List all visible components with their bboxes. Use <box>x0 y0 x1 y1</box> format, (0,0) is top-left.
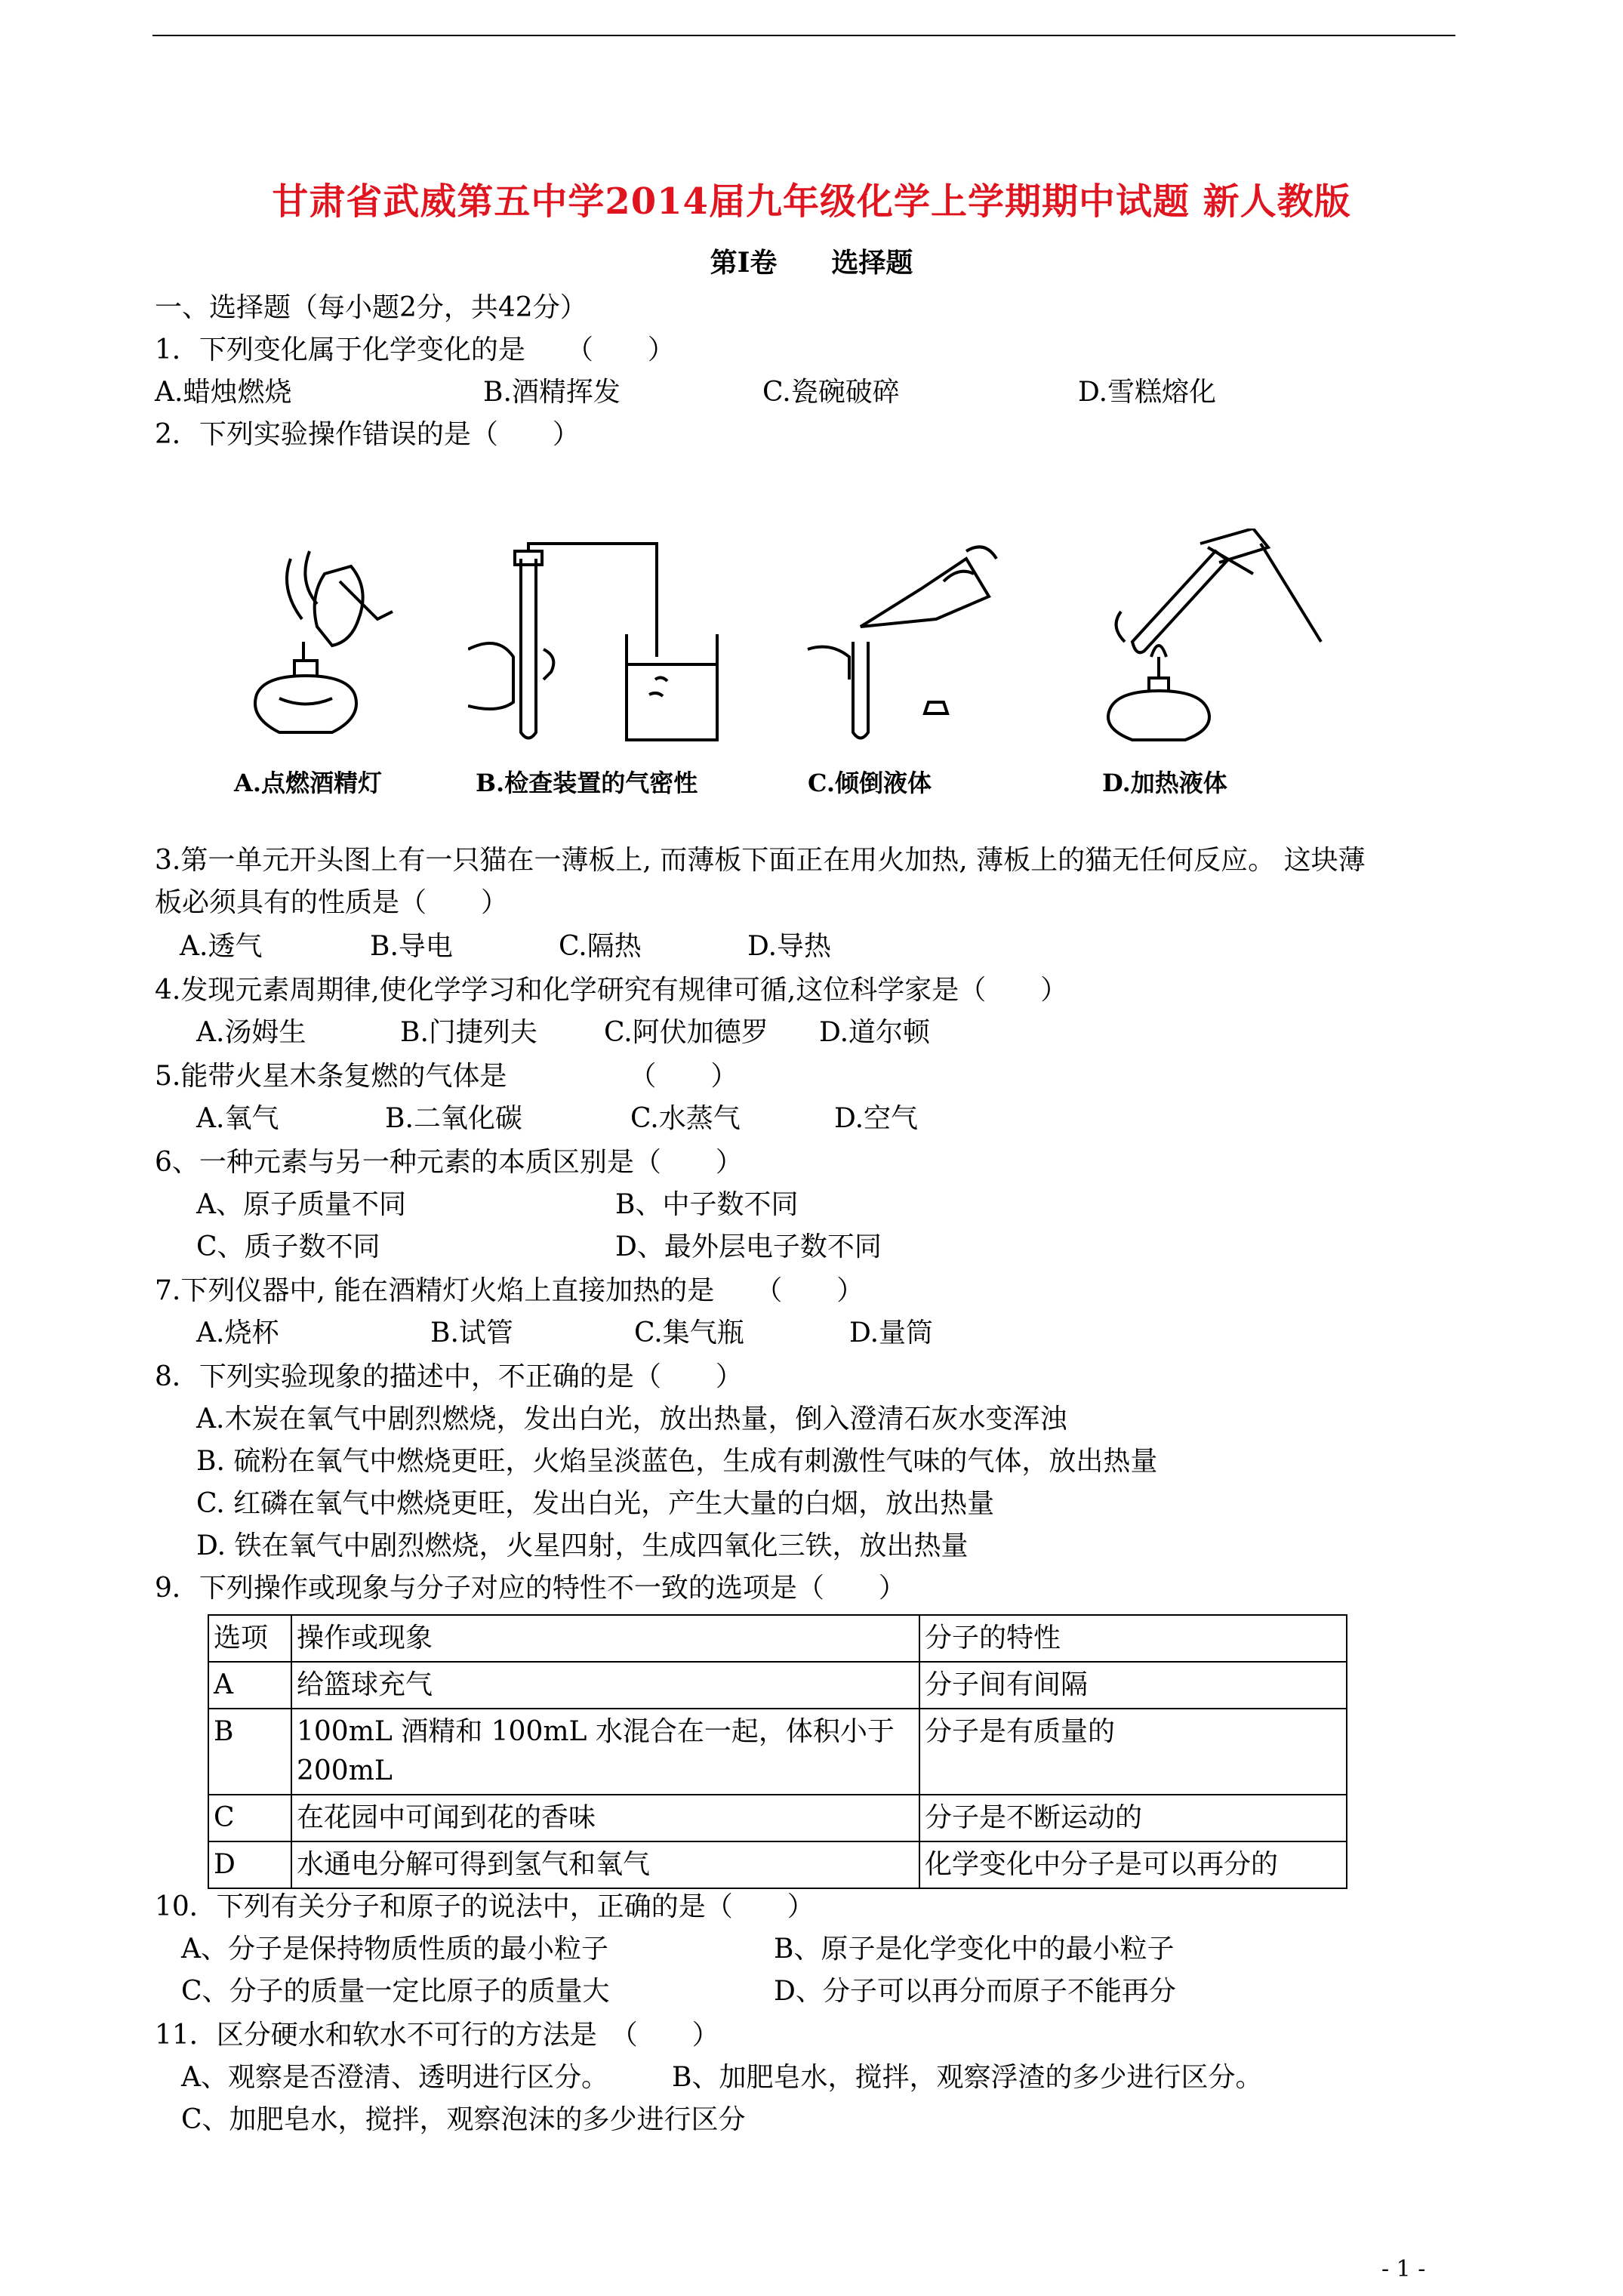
q5-option-c: C.水蒸气 <box>630 1103 741 1134</box>
table-cell: 在花园中可闻到花的香味 <box>291 1795 919 1841</box>
figure-a-caption: A.点燃酒精灯 <box>234 769 382 797</box>
pouring-liquid-illustration <box>793 529 1019 755</box>
q11-option-a: A、观察是否澄清、透明进行区分。 <box>181 2062 608 2093</box>
table-header-row <box>208 1615 1347 1662</box>
q5-option-a: A.氧气 <box>196 1103 279 1134</box>
table-cell: A <box>208 1662 291 1709</box>
page-number: - 1 - <box>1381 2256 1426 2282</box>
figure-d-caption: D.加热液体 <box>1102 769 1227 797</box>
q3-option-d: D.导热 <box>747 931 832 962</box>
q3-option-b: B.导电 <box>370 931 453 962</box>
section-heading: 一、选择题（每小题2分，共42分） <box>155 292 587 323</box>
q4-stem: 4.发现元素周期律,使化学学习和化学研究有规律可循,这位科学家是（ ） <box>155 975 1068 1006</box>
q4-option-a: A.汤姆生 <box>196 1017 306 1048</box>
q7-option-b: B.试管 <box>430 1318 513 1348</box>
q7-option-d: D.量筒 <box>849 1318 934 1348</box>
q8-option-a: A.木炭在氧气中剧烈燃烧，发出白光，放出热量，倒入澄清石灰水变浑浊 <box>196 1404 1067 1435</box>
table-cell: B <box>208 1709 291 1795</box>
q3-option-a: A.透气 <box>180 931 263 962</box>
q4-option-d: D.道尔顿 <box>819 1017 931 1048</box>
q8-option-d: D. 铁在氧气中剧烈燃烧，火星四射，生成四氧化三铁，放出热量 <box>196 1530 969 1561</box>
q1-option-a: A.蜡烛燃烧 <box>155 377 292 408</box>
table-cell: C <box>208 1795 291 1841</box>
table-header-cell: 选项 <box>208 1615 291 1662</box>
exam-title: 甘肃省武威第五中学2014届九年级化学上学期期中试题 新人教版 <box>272 180 1351 223</box>
q10-stem: 10．下列有关分子和原子的说法中，正确的是（ ） <box>155 1891 815 1922</box>
table-row <box>208 1709 1347 1795</box>
q4-option-c: C.阿伏加德罗 <box>604 1017 768 1048</box>
heating-liquid-illustration <box>1079 529 1336 755</box>
q1-option-b: B.酒精挥发 <box>483 377 621 408</box>
table-row <box>208 1841 1347 1888</box>
figure-c-caption: C.倾倒液体 <box>808 769 932 797</box>
q10-option-d: D、分子可以再分而原子不能再分 <box>774 1976 1176 2007</box>
q1-option-c: C.瓷碗破碎 <box>762 377 900 408</box>
figure-d <box>1079 529 1336 797</box>
q4-option-b: B.门捷列夫 <box>400 1017 537 1048</box>
table-cell: 水通电分解可得到氢气和氧气 <box>291 1841 919 1888</box>
q6-option-b: B、中子数不同 <box>615 1189 799 1220</box>
q5-option-d: D.空气 <box>834 1103 919 1134</box>
q7-option-c: C.集气瓶 <box>634 1318 744 1348</box>
q9-table <box>208 1614 1347 1889</box>
table-row <box>208 1795 1347 1841</box>
table-row <box>208 1662 1347 1709</box>
exam-subtitle: 第Ⅰ卷 选择题 <box>710 247 913 279</box>
table-header-cell: 分子的特性 <box>919 1615 1347 1662</box>
q5-option-b: B.二氧化碳 <box>385 1103 522 1134</box>
table-cell: D <box>208 1841 291 1888</box>
q2-figures <box>219 529 1336 815</box>
q6-stem: 6、一种元素与另一种元素的本质区别是（ ） <box>155 1147 743 1178</box>
q10-option-a: A、分子是保持物质性质的最小粒子 <box>181 1934 608 1965</box>
q1-option-d: D.雪糕熔化 <box>1078 377 1217 408</box>
table-cell: 分子间有间隔 <box>919 1662 1347 1709</box>
table-cell: 给篮球充气 <box>291 1662 919 1709</box>
q6-option-d: D、最外层电子数不同 <box>615 1231 882 1262</box>
q2-stem: 2．下列实验操作错误的是（ ） <box>155 419 580 450</box>
airtightness-check-illustration <box>468 529 755 755</box>
q6-option-a: A、原子质量不同 <box>196 1189 406 1220</box>
q10-option-b: B、原子是化学变化中的最小粒子 <box>774 1934 1175 1965</box>
q11-option-b: B、加肥皂水，搅拌，观察浮渣的多少进行区分。 <box>672 2062 1263 2093</box>
figure-a <box>219 529 445 797</box>
q8-option-c: C. 红磷在氧气中燃烧更旺，发出白光，产生大量的白烟，放出热量 <box>196 1488 995 1519</box>
q9-stem: 9．下列操作或现象与分子对应的特性不一致的选项是（ ） <box>155 1573 906 1604</box>
q11-option-c: C、加肥皂水，搅拌，观察泡沫的多少进行区分 <box>181 2104 746 2135</box>
q5-stem: 5.能带火星木条复燃的气体是 （ ） <box>155 1061 738 1092</box>
q7-option-a: A.烧杯 <box>196 1318 279 1348</box>
q3-option-c: C.隔热 <box>559 931 642 962</box>
figure-b-caption: B.检查装置的气密性 <box>476 769 698 797</box>
figure-b <box>468 529 755 797</box>
table-cell: 100mL 酒精和 100mL 水混合在一起，体积小于200mL <box>291 1709 919 1795</box>
table-header-cell: 操作或现象 <box>291 1615 919 1662</box>
q10-option-c: C、分子的质量一定比原子的质量大 <box>181 1976 610 2007</box>
q3-stem-line2: 板必须具有的性质是（ ） <box>155 887 509 918</box>
table-cell: 分子是有质量的 <box>919 1709 1347 1795</box>
q3-stem-line1: 3.第一单元开头图上有一只猫在一薄板上, 而薄板下面正在用火加热, 薄板上的猫无任何反应。 这块薄 <box>155 845 1366 876</box>
q1-stem: 1．下列变化属于化学变化的是 （ ） <box>155 334 675 365</box>
q8-option-b: B. 硫粉在氧气中燃烧更旺，火焰呈淡蓝色，生成有刺激性气味的气体，放出热量 <box>196 1446 1158 1477</box>
figure-c <box>793 529 1019 797</box>
alcohol-lamp-lighting-illustration <box>219 529 445 755</box>
q6-option-c: C、质子数不同 <box>196 1231 380 1262</box>
table-cell: 分子是不断运动的 <box>919 1795 1347 1841</box>
q8-stem: 8．下列实验现象的描述中，不正确的是（ ） <box>155 1361 743 1392</box>
q11-stem: 11．区分硬水和软水不可行的方法是 （ ） <box>155 2020 719 2051</box>
q7-stem: 7.下列仪器中, 能在酒精灯火焰上直接加热的是 （ ） <box>155 1275 864 1306</box>
table-cell: 化学变化中分子是可以再分的 <box>919 1841 1347 1888</box>
header-rule <box>152 35 1455 36</box>
